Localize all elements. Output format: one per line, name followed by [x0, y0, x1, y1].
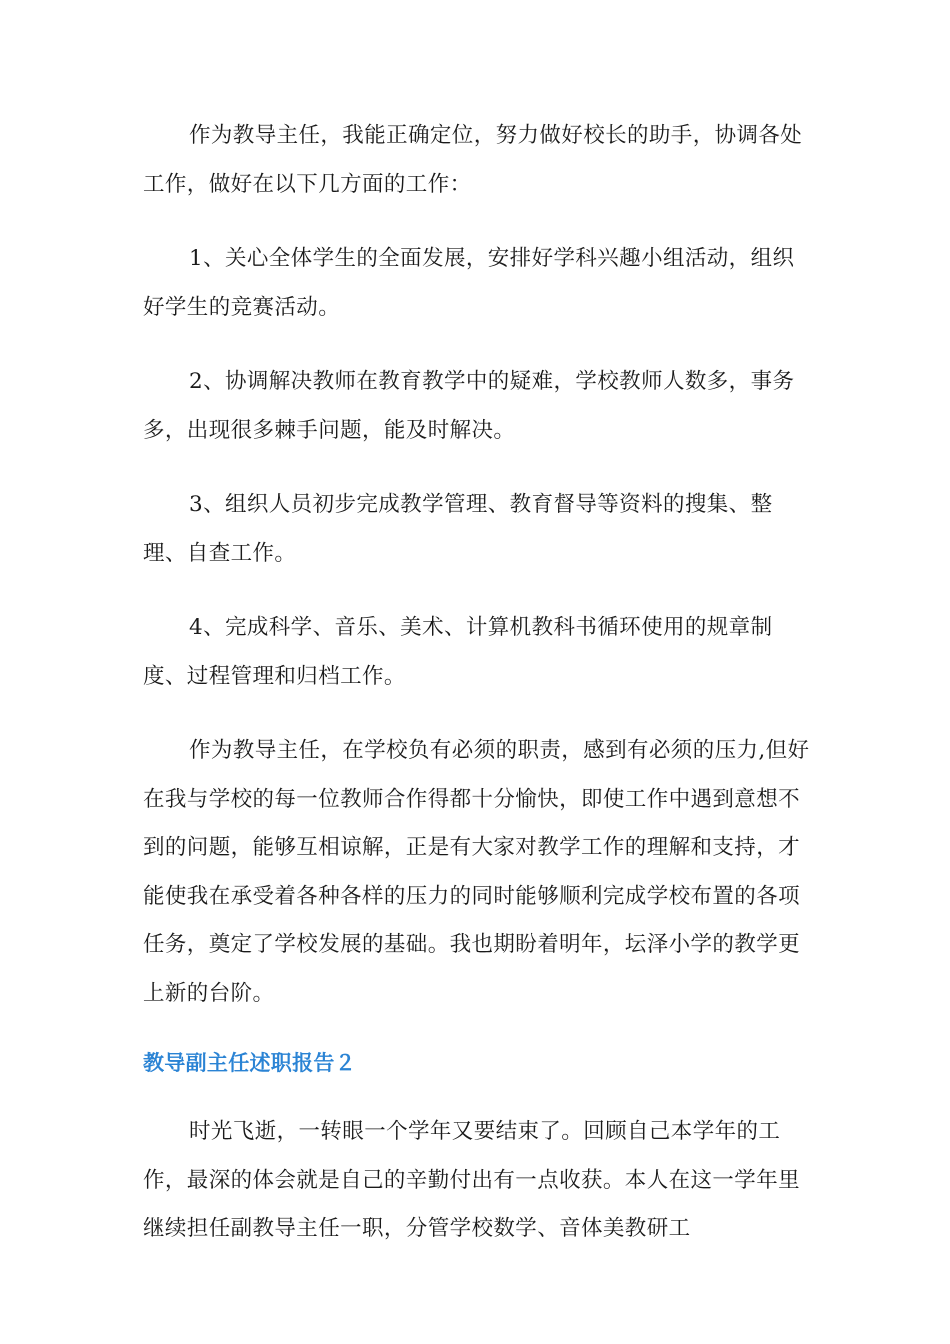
section-heading: 教导副主任述职报告２: [143, 1051, 356, 1075]
list-item-4: 4、完成科学、音乐、美术、计算机教科书循环使用的规章制度、过程管理和归档工作。: [143, 615, 773, 689]
intro-paragraph: 作为教导主任，我能正确定位，努力做好校长的助手，协调各处工作，做好在以下几方面的工作：: [143, 123, 803, 197]
section-paragraph: 时光飞逝，一转眼一个学年又要结束了。回顾自己本学年的工作，最深的体会就是自己的辛勤付出有一点收获。本人在这一学年里继续担任副教导主任一职，分管学校数学、音体美教研工: [143, 1119, 801, 1241]
list-item-3: 3、组织人员初步完成教学管理、教育督导等资料的搜集、整理、自查工作。: [143, 492, 773, 566]
summary-paragraph: 作为教导主任，在学校负有必须的职责，感到有必须的压力,但好在我与学校的每一位教师合作得都十分愉快，即使工作中遇到意想不到的问题，能够互相谅解，正是有大家对教学工作的理解和支持，才能使我在承受着各种各样的压力的同时能够顺利完成学校布置的各项任务，奠定了学校发展的基础。我也期盼着明年，坛泽小学的教学更上新的台阶。: [143, 738, 810, 1006]
document-page: [143, 112, 815, 1280]
list-item-2: 2、协调解决教师在教育教学中的疑难，学校教师人数多，事务多，出现很多棘手问题，能及时解决。: [143, 369, 795, 443]
list-item-1: 1、关心全体学生的全面发展，安排好学科兴趣小组活动，组织好学生的竞赛活动。: [143, 246, 795, 320]
